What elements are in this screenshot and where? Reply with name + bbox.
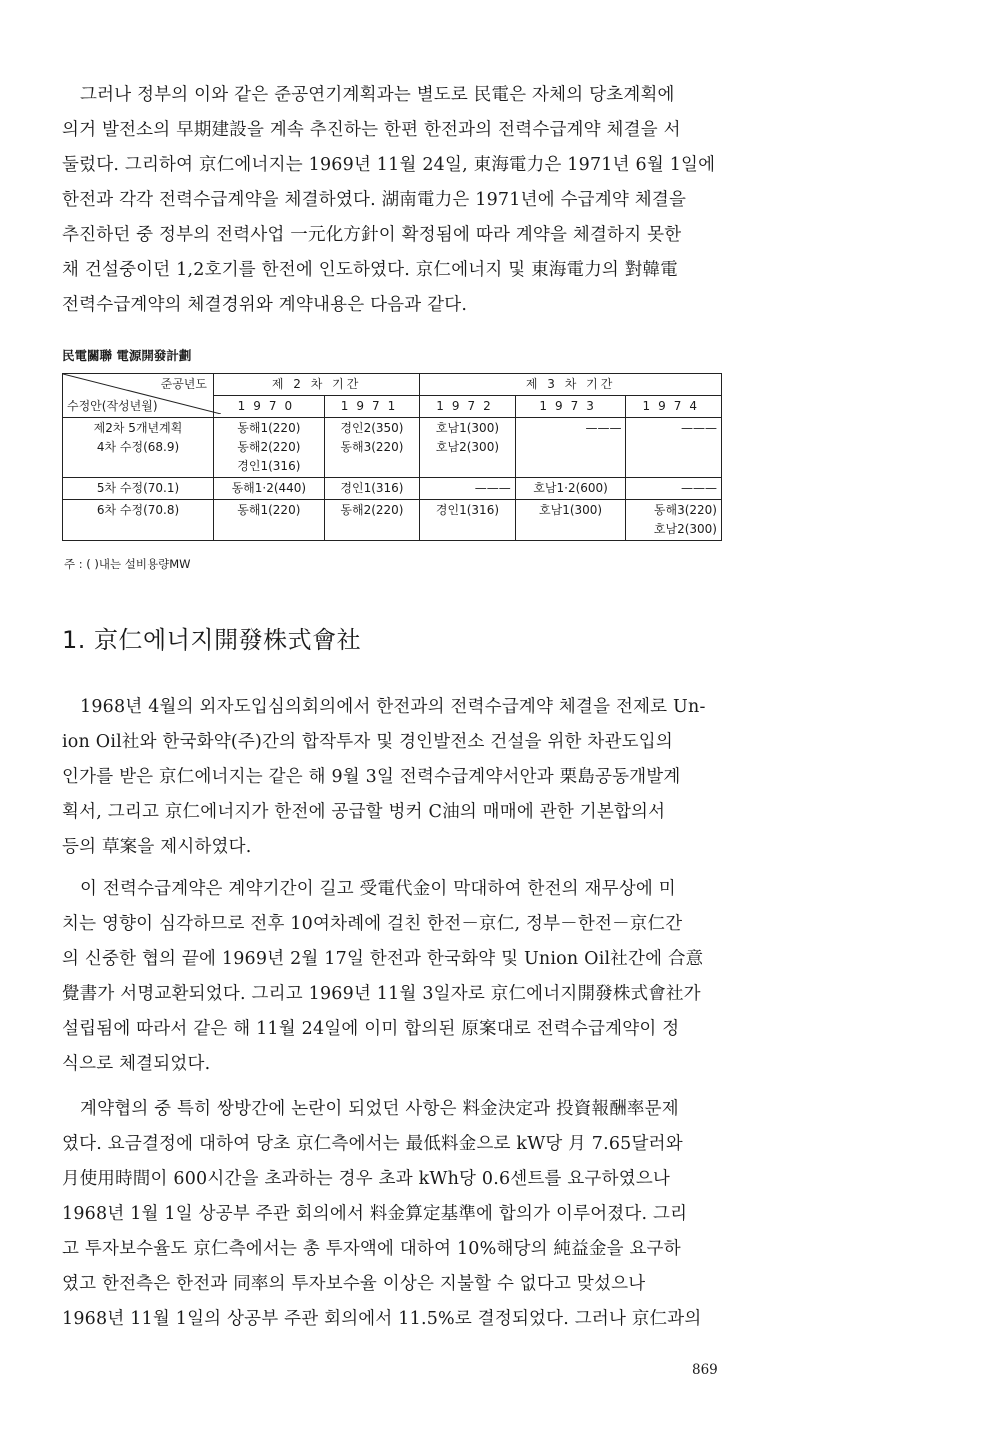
- year-header: 1974: [626, 396, 722, 418]
- table-cell: ———: [515, 418, 626, 478]
- text-line: 1968년 1월 1일 상공부 주관 회의에서 料金算定基準에 합의가 이루어졌다. 그리: [62, 1204, 688, 1224]
- text-line: 였고 한전측은 한전과 同率의 투자보수율 이상은 지불할 수 없다고 맞섰으나: [62, 1274, 646, 1294]
- table-row: [63, 418, 722, 478]
- section-heading: 1. 京仁에너지開發株式會社: [62, 626, 362, 654]
- table-cell: 동해1(220) 동해2(220) 경인1(316): [214, 418, 325, 478]
- text-line: 의 신중한 협의 끝에 1969년 2월 17일 한전과 한국화약 및 Union Oil社간에 合意: [62, 949, 704, 969]
- text-line: 전력수급계약의 체결경위와 계약내용은 다음과 같다.: [62, 295, 468, 315]
- page-number: 869: [692, 1362, 718, 1378]
- text-line: 月使用時間이 600시간을 초과하는 경우 초과 kWh당 0.6센트를 요구하였으나: [62, 1169, 671, 1189]
- table-cell: 경인2(350) 동해3(220): [324, 418, 420, 478]
- text-line: 채 건설중이던 1,2호기를 한전에 인도하였다. 京仁에너지 및 東海電力의 對韓電: [62, 260, 678, 280]
- power-development-plan-table: [62, 373, 722, 541]
- text-line: 식으로 체결되었다.: [62, 1054, 211, 1074]
- table-cell: 동해1(220): [214, 500, 325, 541]
- table-cell: 동해3(220) 호남2(300): [626, 500, 722, 541]
- text-line: 한전과 각각 전력수급계약을 체결하였다. 湖南電力은 1971년에 수급계약 체결을: [62, 190, 687, 210]
- table-cell: ———: [626, 418, 722, 478]
- table-cell: 동해1·2(440): [214, 478, 325, 500]
- table-cell: 경인1(316): [420, 500, 516, 541]
- table-footnote: 주 : ( )내는 설비용량MW: [64, 557, 191, 571]
- text-line: 였다. 요금결정에 대하여 당초 京仁측에서는 最低料金으로 kW당 月 7.65달러와: [62, 1134, 683, 1154]
- year-header: 1973: [515, 396, 626, 418]
- period-3-header: 제 3 차 기간: [420, 374, 722, 396]
- paragraph-1: [62, 78, 724, 323]
- text-line: 등의 草案을 제시하였다.: [62, 837, 252, 857]
- paragraph-3: [62, 872, 724, 1082]
- corner-label-year: 준공년도: [160, 377, 207, 391]
- text-line: 의거 발전소의 早期建設을 계속 추진하는 한편 한전과의 전력수급계약 체결을 서: [62, 120, 681, 140]
- corner-label-revision: 수정안(작성년월): [67, 399, 158, 413]
- text-line: 1968년 4월의 외자도입심의회의에서 한전과의 전력수급계약 체결을 전제로 Un-: [80, 697, 706, 717]
- text-line: 둘렀다. 그리하여 京仁에너지는 1969년 11월 24일, 東海電力은 1971년 6월 1일에: [62, 155, 716, 175]
- text-line: 覺書가 서명교환되었다. 그리고 1969년 11월 3일자로 京仁에너지開發株式會社가: [62, 984, 701, 1004]
- text-line: 1968년 11월 1일의 상공부 주관 회의에서 11.5%로 결정되었다. 그러나 京仁과의: [62, 1309, 702, 1329]
- text-line: 고 투자보수율도 京仁측에서는 총 투자액에 대하여 10%해당의 純益金을 요구하: [62, 1239, 681, 1259]
- text-line: 이 전력수급계약은 계약기간이 길고 受電代金이 막대하여 한전의 재무상에 미: [80, 879, 676, 899]
- text-line: 추진하던 중 정부의 전력사업 一元化方針이 확정됨에 따라 계약을 체결하지 못한: [62, 225, 682, 245]
- year-header: 1971: [324, 396, 420, 418]
- table-row: [63, 500, 722, 541]
- table-row: [63, 478, 722, 500]
- row-label: 5차 수정(70.1): [63, 478, 214, 500]
- paragraph-4: [62, 1092, 724, 1337]
- table-cell: 동해2(220): [324, 500, 420, 541]
- table-cell: 호남1·2(600): [515, 478, 626, 500]
- period-2-header: 제 2 차 기간: [214, 374, 420, 396]
- table-cell: ———: [626, 478, 722, 500]
- table-cell: 호남1(300) 호남2(300): [420, 418, 516, 478]
- table-cell: 호남1(300): [515, 500, 626, 541]
- paragraph-2: [62, 690, 724, 865]
- text-line: 획서, 그리고 京仁에너지가 한전에 공급할 벙커 C油의 매매에 관한 기본합의서: [62, 802, 666, 822]
- table-cell: 경인1(316): [324, 478, 420, 500]
- text-line: 그러나 정부의 이와 같은 준공연기계획과는 별도로 民電은 자체의 당초계획에: [80, 85, 675, 105]
- text-line: 인가를 받은 京仁에너지는 같은 해 9월 3일 전력수급계약서안과 栗島공동개발계: [62, 767, 681, 787]
- table-cell: ———: [420, 478, 516, 500]
- row-label: 제2차 5개년계획 4차 수정(68.9): [63, 418, 214, 478]
- table-corner-header: [63, 374, 214, 418]
- year-header: 1970: [214, 396, 325, 418]
- text-line: 설립됨에 따라서 같은 해 11월 24일에 이미 합의된 原案대로 전력수급계약이 정: [62, 1019, 680, 1039]
- year-header: 1972: [420, 396, 516, 418]
- row-label: 6차 수정(70.8): [63, 500, 214, 541]
- text-line: ion Oil社와 한국화약(주)간의 합작투자 및 경인발전소 건설을 위한 차관도입의: [62, 732, 673, 752]
- text-line: 계약협의 중 특히 쌍방간에 논란이 되었던 사항은 料金決定과 投資報酬率문제: [80, 1099, 679, 1119]
- table-title: 民電關聯 電源開發計劃: [62, 348, 192, 363]
- text-line: 치는 영향이 심각하므로 전후 10여차례에 걸친 한전－京仁, 정부－한전－京仁간: [62, 914, 683, 934]
